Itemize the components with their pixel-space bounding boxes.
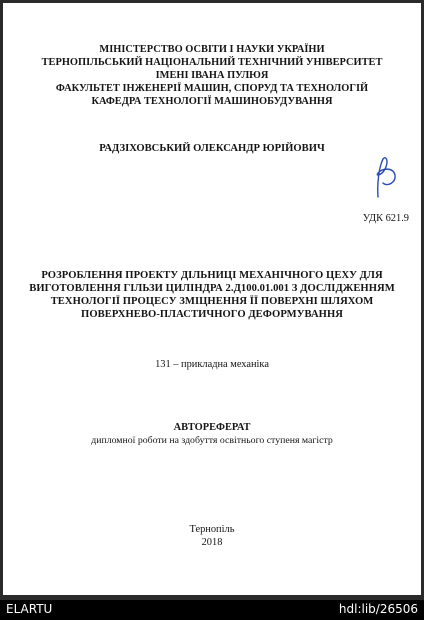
specialty: 131 – прикладна механіка <box>155 359 269 370</box>
handle-id: hdl:lib/26506 <box>338 602 418 616</box>
faculty-line: ФАКУЛЬТЕТ ІНЖЕНЕРІЇ МАШИН, СПОРУД ТА ТЕХНОЛОГІЙ <box>55 83 369 94</box>
title-line-1: РОЗРОБЛЕННЯ ПРОЕКТУ ДІЛЬНИЦІ МЕХАНІЧНОГО ЦЕХУ ДЛЯ <box>41 270 383 281</box>
department-line: КАФЕДРА ТЕХНОЛОГІЇ МАШИНОБУДУВАННЯ <box>91 96 333 107</box>
university-line: ТЕРНОПІЛЬСЬКИЙ НАЦІОНАЛЬНИЙ ТЕХНІЧНИЙ УНІВЕРСИТЕТ <box>41 57 383 68</box>
city: Тернопіль <box>189 524 235 535</box>
udk-code: УДК 621.9 <box>362 213 409 224</box>
repository-name: ELARTU <box>6 602 53 616</box>
repository-footer <box>0 600 424 620</box>
document-page <box>3 3 421 595</box>
ministry-line: МІНІСТЕРСТВО ОСВІТИ І НАУКИ УКРАЇНИ <box>99 44 325 55</box>
author-name: РАДЗІХОВСЬКИЙ ОЛЕКСАНДР ЮРІЙОВИЧ <box>99 143 325 154</box>
signature-image <box>369 153 403 201</box>
title-line-3: ТЕХНОЛОГІЇ ПРОЦЕСУ ЗМІЦНЕННЯ ЇЇ ПОВЕРХНІ ШЛЯХОМ <box>50 296 374 307</box>
title-line-4: ПОВЕРХНЕВО-ПЛАСТИЧНОГО ДЕФОРМУВАННЯ <box>81 309 343 320</box>
title-line-2: ВИГОТОВЛЕННЯ ГІЛЬЗИ ЦИЛІНДРА 2.Д100.01.001 З ДОСЛІДЖЕННЯМ <box>29 283 395 294</box>
doc-subtitle: дипломної роботи на здобуття освітнього ступеня магістр <box>91 435 333 446</box>
doc-type: АВТОРЕФЕРАТ <box>173 422 251 433</box>
named-after-line: ІМЕНІ ІВАНА ПУЛЮЯ <box>155 70 269 81</box>
year: 2018 <box>201 537 223 548</box>
